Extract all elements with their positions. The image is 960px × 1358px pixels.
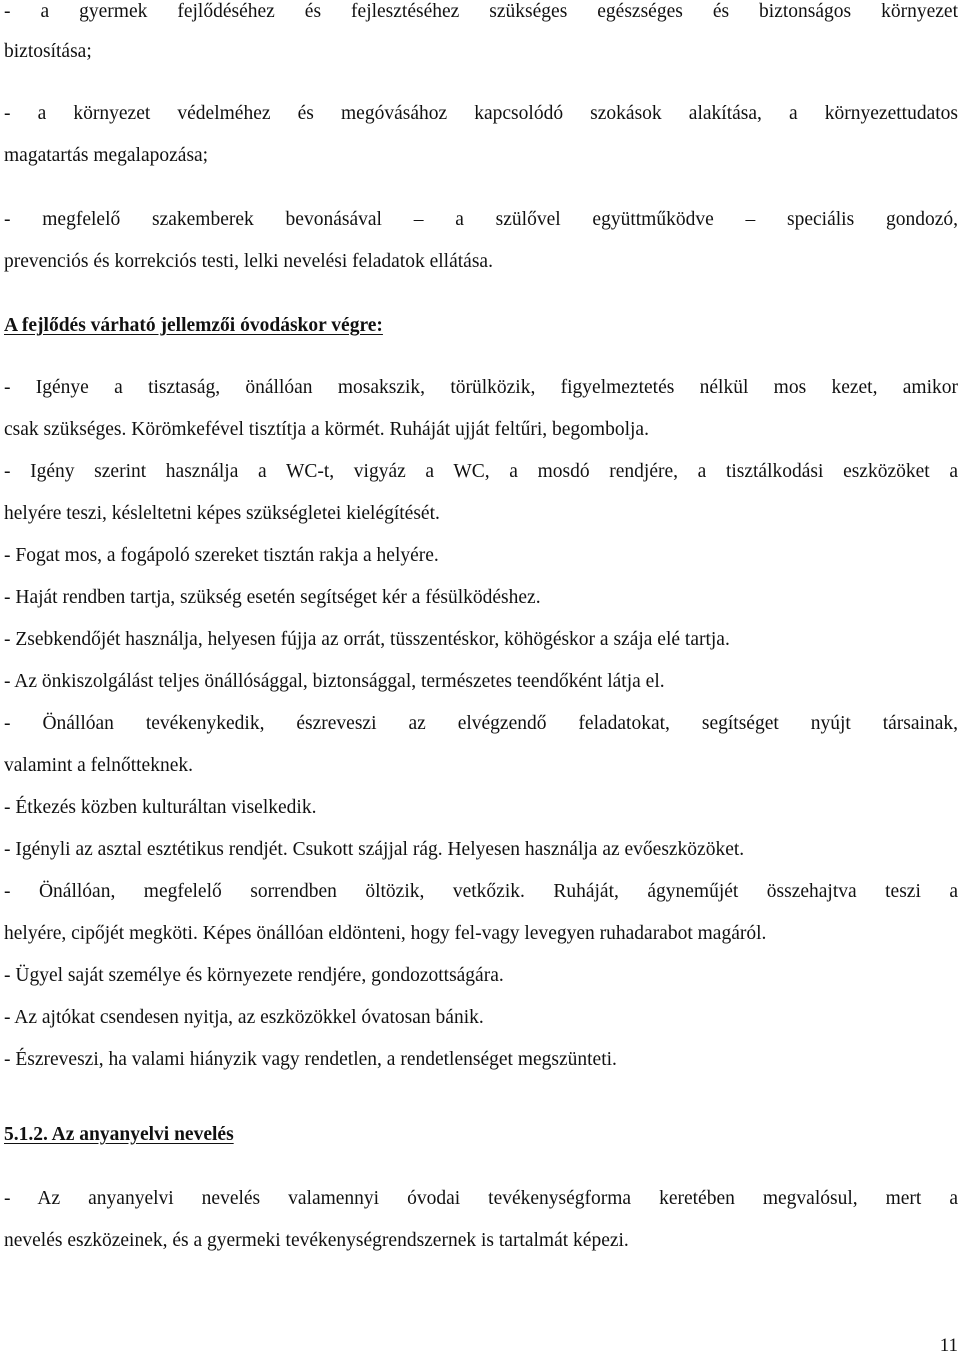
text-line: - Zsebkendőjét használja, helyesen fújja az orrát, tüsszentéskor, köhögéskor a szája elé tartja. — [4, 629, 730, 650]
text-line: - Az önkiszolgálást teljes önállósággal, biztonsággal, természetes teendőként látja el. — [4, 671, 665, 692]
section-heading: 5.1.2. Az anyanyelvi nevelés — [4, 1124, 234, 1145]
text-line: - megfelelő szakemberek bevonásával – a szülővel együttműködve – speciális gondozó, — [4, 209, 958, 230]
document-page — [4, 0, 958, 1358]
text-line: - Önállóan, megfelelő sorrendben öltözik, vetkőzik. Ruháját, ágyneműjét összehajtva teszi a — [4, 881, 958, 902]
text-line: nevelés eszközeinek, és a gyermeki tevékenységrendszernek is tartalmát képezi. — [4, 1230, 629, 1251]
text-line: biztosítása; — [4, 41, 92, 62]
text-line: - Fogat mos, a fogápoló szereket tisztán rakja a helyére. — [4, 545, 439, 566]
text-line: helyére teszi, késleltetni képes szükségletei kielégítését. — [4, 503, 440, 524]
text-line: - Igénye a tisztaság, önállóan mosakszik, törülközik, figyelmeztetés nélkül mos kezet, amikor — [4, 377, 958, 398]
section-heading: A fejlődés várható jellemzői óvodáskor végre: — [4, 315, 383, 336]
text-line: - Haját rendben tartja, szükség esetén segítséget kér a fésülködéshez. — [4, 587, 541, 608]
text-line: - a gyermek fejlődéséhez és fejlesztéséhez szükséges egészséges és biztonságos környezet — [4, 1, 958, 22]
text-line: - Ügyel saját személye és környezete rendjére, gondozottságára. — [4, 965, 504, 986]
text-line: - Észreveszi, ha valami hiányzik vagy rendetlen, a rendetlenséget megszünteti. — [4, 1049, 617, 1070]
text-line: prevenciós és korrekciós testi, lelki nevelési feladatok ellátása. — [4, 251, 493, 272]
text-line: - Az anyanyelvi nevelés valamennyi óvodai tevékenységforma keretében megvalósul, mert a — [4, 1188, 958, 1209]
text-line: - a környezet védelméhez és megóvásához kapcsolódó szokások alakítása, a környezettudatos — [4, 103, 958, 124]
text-line: magatartás megalapozása; — [4, 145, 209, 166]
text-line: - Étkezés közben kulturáltan viselkedik. — [4, 797, 317, 818]
text-line: - Önállóan tevékenykedik, észreveszi az elvégzendő feladatokat, segítséget nyújt társainak, — [4, 713, 958, 734]
text-line: - Igényli az asztal esztétikus rendjét. Csukott szájjal rág. Helyesen használja az evőeszközöket. — [4, 839, 745, 860]
page-number: 11 — [939, 1335, 958, 1356]
text-line: - Igény szerint használja a WC-t, vigyáz a WC, a mosdó rendjére, a tisztálkodási eszközöket a — [4, 461, 958, 482]
text-line: helyére, cipőjét megköti. Képes önállóan eldönteni, hogy fel-vagy levegyen ruhadarabot magáról. — [4, 923, 767, 944]
text-line: - Az ajtókat csendesen nyitja, az eszközökkel óvatosan bánik. — [4, 1007, 484, 1028]
text-line: csak szükséges. Körömkefével tisztítja a körmét. Ruháját ujját feltűri, begombolja. — [4, 419, 649, 440]
text-line: valamint a felnőtteknek. — [4, 755, 193, 776]
